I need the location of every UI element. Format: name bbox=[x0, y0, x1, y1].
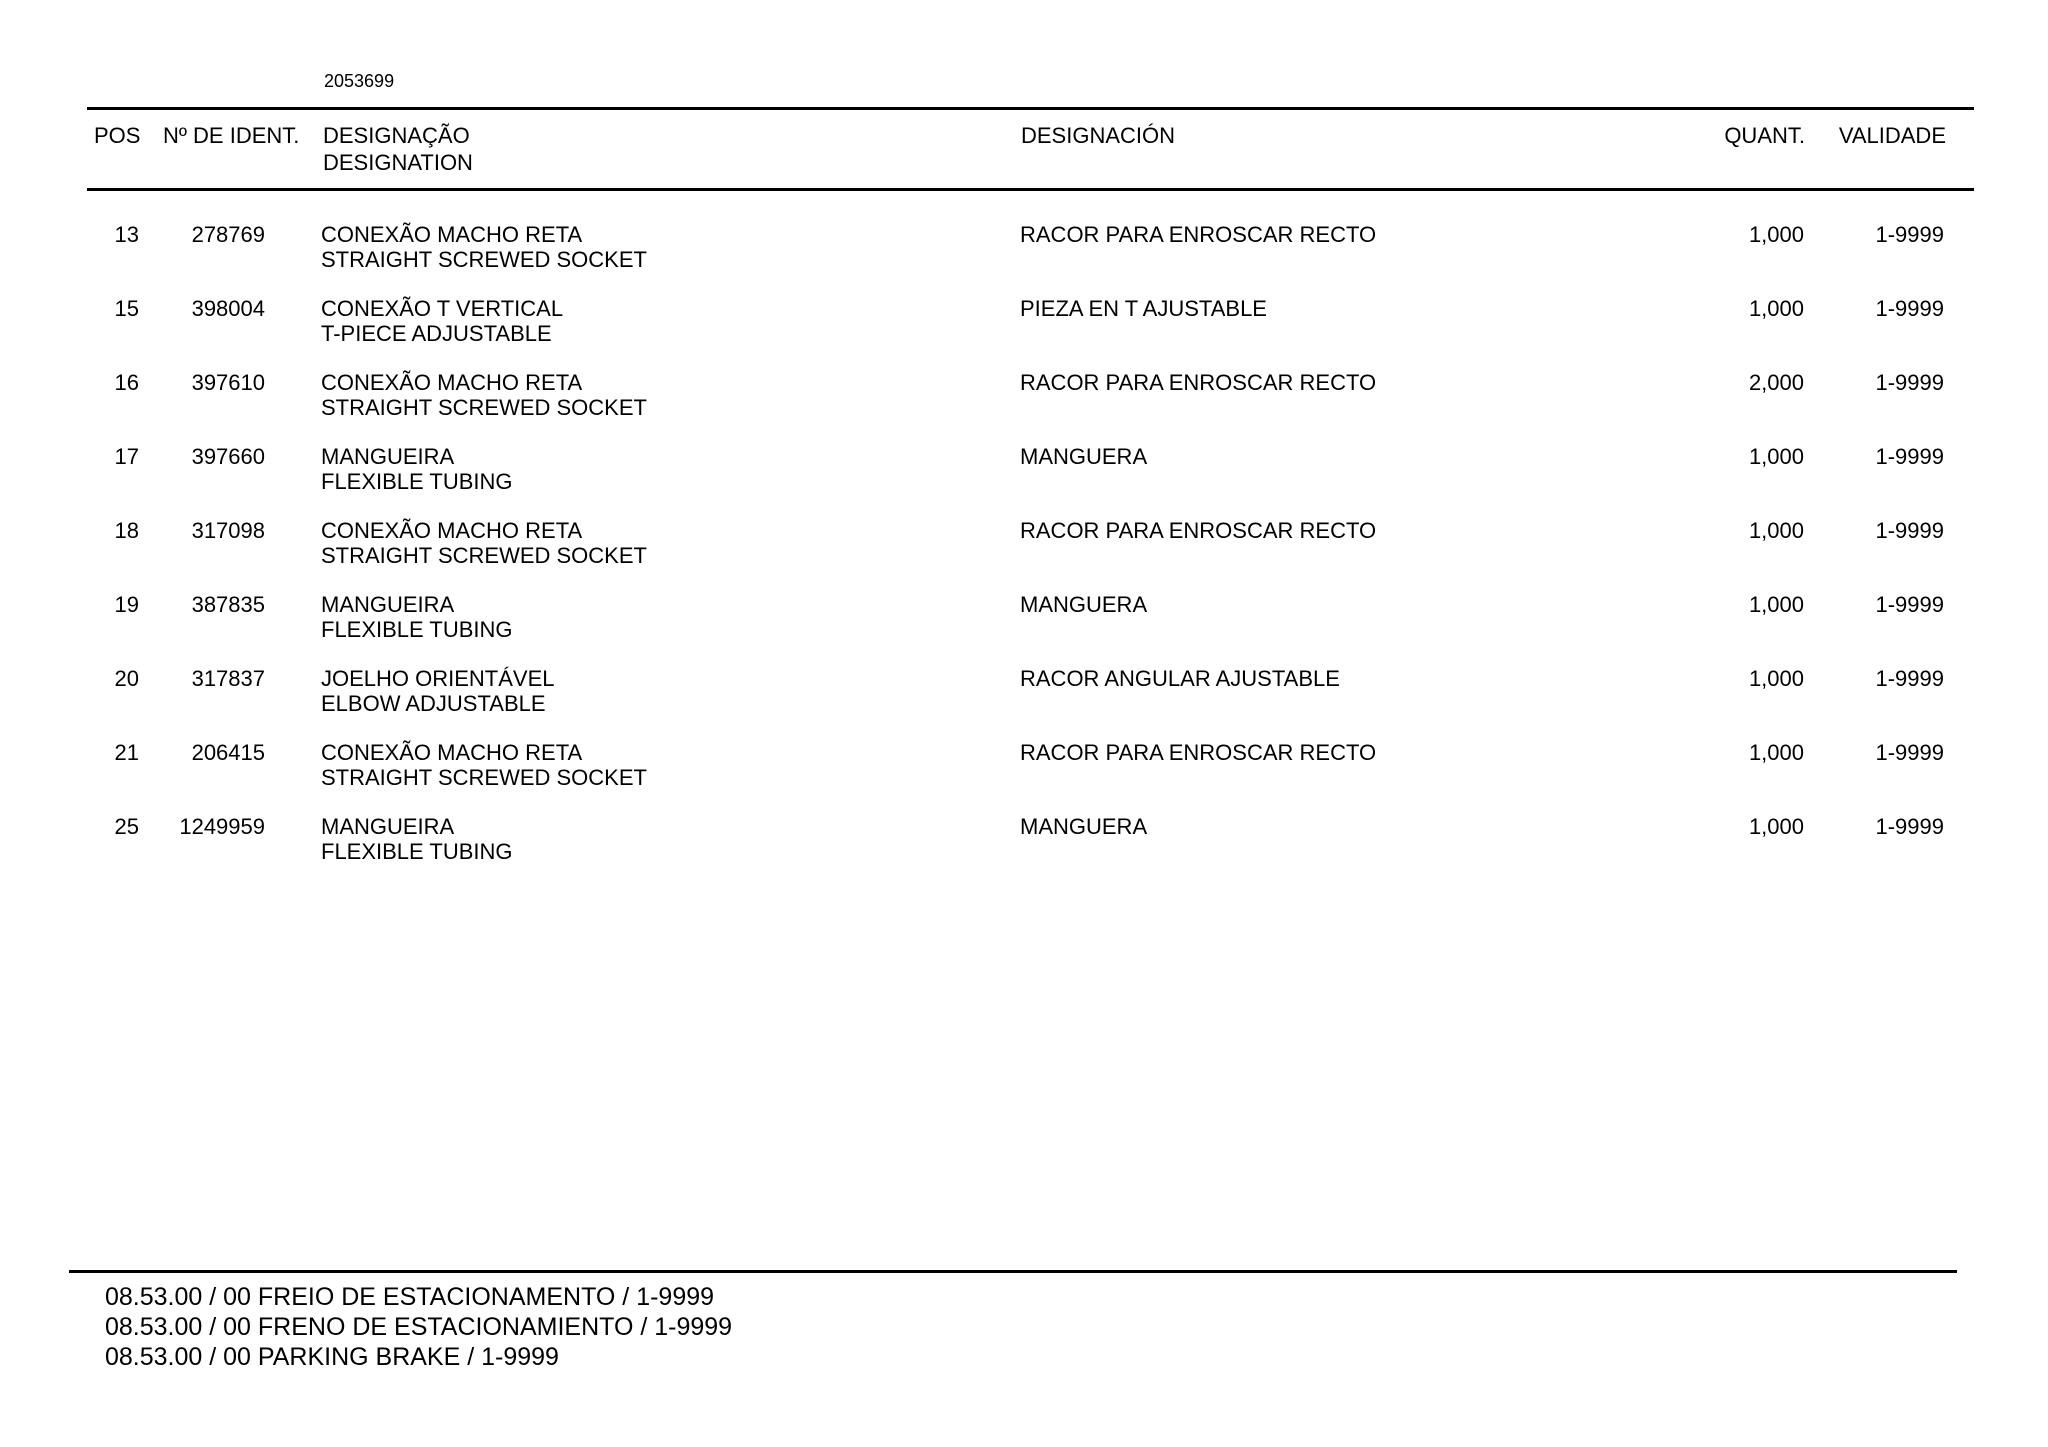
row-quant: 2,000 bbox=[1748, 370, 1804, 395]
row-validade: 1-9999 bbox=[1875, 222, 1944, 247]
top-rule bbox=[87, 107, 1974, 110]
row-designation: STRAIGHT SCREWED SOCKET bbox=[321, 395, 647, 420]
row-pos: 25 bbox=[114, 814, 139, 839]
row-quant: 1,000 bbox=[1748, 740, 1804, 765]
row-pos: 19 bbox=[114, 592, 139, 617]
row-validade: 1-9999 bbox=[1875, 666, 1944, 691]
row-designation: STRAIGHT SCREWED SOCKET bbox=[321, 543, 647, 568]
row-pos: 18 bbox=[114, 518, 139, 543]
row-ident: 278769 bbox=[191, 222, 265, 247]
row-designation: FLEXIBLE TUBING bbox=[321, 839, 513, 864]
table-row bbox=[0, 666, 2048, 740]
row-pos: 13 bbox=[114, 222, 139, 247]
header-pos: POS bbox=[94, 123, 141, 148]
row-quant: 1,000 bbox=[1748, 814, 1804, 839]
row-designation: FLEXIBLE TUBING bbox=[321, 617, 513, 642]
row-designacion: RACOR PARA ENROSCAR RECTO bbox=[1020, 370, 1377, 395]
row-quant: 1,000 bbox=[1748, 296, 1804, 321]
row-validade: 1-9999 bbox=[1875, 740, 1944, 765]
row-pos: 20 bbox=[114, 666, 139, 691]
row-designacion: RACOR PARA ENROSCAR RECTO bbox=[1020, 740, 1377, 765]
row-designation: STRAIGHT SCREWED SOCKET bbox=[321, 247, 647, 272]
footer bbox=[105, 1282, 732, 1372]
row-designacao: CONEXÃO MACHO RETA bbox=[321, 222, 583, 247]
row-quant: 1,000 bbox=[1748, 518, 1804, 543]
row-designacao: MANGUEIRA bbox=[321, 592, 455, 617]
table-row bbox=[0, 444, 2048, 518]
row-designacion: RACOR ANGULAR AJUSTABLE bbox=[1020, 666, 1340, 691]
row-designacao: CONEXÃO MACHO RETA bbox=[321, 518, 583, 543]
row-validade: 1-9999 bbox=[1875, 518, 1944, 543]
row-pos: 16 bbox=[114, 370, 139, 395]
row-validade: 1-9999 bbox=[1875, 814, 1944, 839]
table-row bbox=[0, 296, 2048, 370]
header-rule bbox=[87, 188, 1974, 191]
row-designacao: MANGUEIRA bbox=[321, 814, 455, 839]
row-ident: 317837 bbox=[191, 666, 265, 691]
table-row bbox=[0, 518, 2048, 592]
row-validade: 1-9999 bbox=[1875, 592, 1944, 617]
row-ident: 206415 bbox=[191, 740, 265, 765]
header-quant: QUANT. bbox=[1724, 123, 1805, 148]
row-designacion: MANGUERA bbox=[1020, 592, 1148, 617]
footer-line-pt: 08.53.00 / 00 FREIO DE ESTACIONAMENTO / 1-9999 bbox=[105, 1283, 715, 1311]
row-ident: 1249959 bbox=[179, 814, 265, 839]
row-designacion: PIEZA EN T AJUSTABLE bbox=[1020, 296, 1267, 321]
row-ident: 397610 bbox=[191, 370, 265, 395]
row-designacion: RACOR PARA ENROSCAR RECTO bbox=[1020, 518, 1377, 543]
footer-line-es: 08.53.00 / 00 FRENO DE ESTACIONAMIENTO / 1-9999 bbox=[105, 1313, 733, 1341]
header-designacion: DESIGNACIÓN bbox=[1021, 123, 1176, 148]
row-validade: 1-9999 bbox=[1875, 370, 1944, 395]
row-designacao: CONEXÃO T VERTICAL bbox=[321, 296, 564, 321]
footer-line-en: 08.53.00 / 00 PARKING BRAKE / 1-9999 bbox=[105, 1343, 559, 1371]
header-ident: Nº DE IDENT. bbox=[163, 123, 300, 148]
row-quant: 1,000 bbox=[1748, 444, 1804, 469]
row-designacao: CONEXÃO MACHO RETA bbox=[321, 740, 583, 765]
footer-rule bbox=[69, 1270, 1957, 1273]
row-designacion: MANGUERA bbox=[1020, 444, 1148, 469]
table-row bbox=[0, 592, 2048, 666]
row-ident: 397660 bbox=[191, 444, 265, 469]
document-number: 2053699 bbox=[324, 71, 395, 91]
row-ident: 398004 bbox=[191, 296, 265, 321]
parts-table-body bbox=[0, 222, 2048, 888]
header-designacao: DESIGNAÇÃO bbox=[323, 123, 470, 148]
row-ident: 317098 bbox=[191, 518, 265, 543]
row-validade: 1-9999 bbox=[1875, 296, 1944, 321]
row-pos: 21 bbox=[114, 740, 139, 765]
row-designacao: JOELHO ORIENTÁVEL bbox=[321, 666, 555, 691]
row-designation: ELBOW ADJUSTABLE bbox=[321, 691, 546, 716]
row-quant: 1,000 bbox=[1748, 666, 1804, 691]
row-designacao: CONEXÃO MACHO RETA bbox=[321, 370, 583, 395]
row-quant: 1,000 bbox=[1748, 592, 1804, 617]
row-ident: 387835 bbox=[191, 592, 265, 617]
row-designacao: MANGUEIRA bbox=[321, 444, 455, 469]
row-quant: 1,000 bbox=[1748, 222, 1804, 247]
row-validade: 1-9999 bbox=[1875, 444, 1944, 469]
row-designation: STRAIGHT SCREWED SOCKET bbox=[321, 765, 647, 790]
row-designacion: RACOR PARA ENROSCAR RECTO bbox=[1020, 222, 1377, 247]
row-designation: T-PIECE ADJUSTABLE bbox=[321, 321, 552, 346]
header-designation: DESIGNATION bbox=[323, 150, 473, 175]
table-row bbox=[0, 814, 2048, 888]
row-pos: 17 bbox=[114, 444, 139, 469]
table-row bbox=[0, 222, 2048, 296]
row-pos: 15 bbox=[114, 296, 139, 321]
row-designacion: MANGUERA bbox=[1020, 814, 1148, 839]
row-designation: FLEXIBLE TUBING bbox=[321, 469, 513, 494]
header-validade: VALIDADE bbox=[1838, 123, 1946, 148]
table-row bbox=[0, 740, 2048, 814]
table-row bbox=[0, 370, 2048, 444]
